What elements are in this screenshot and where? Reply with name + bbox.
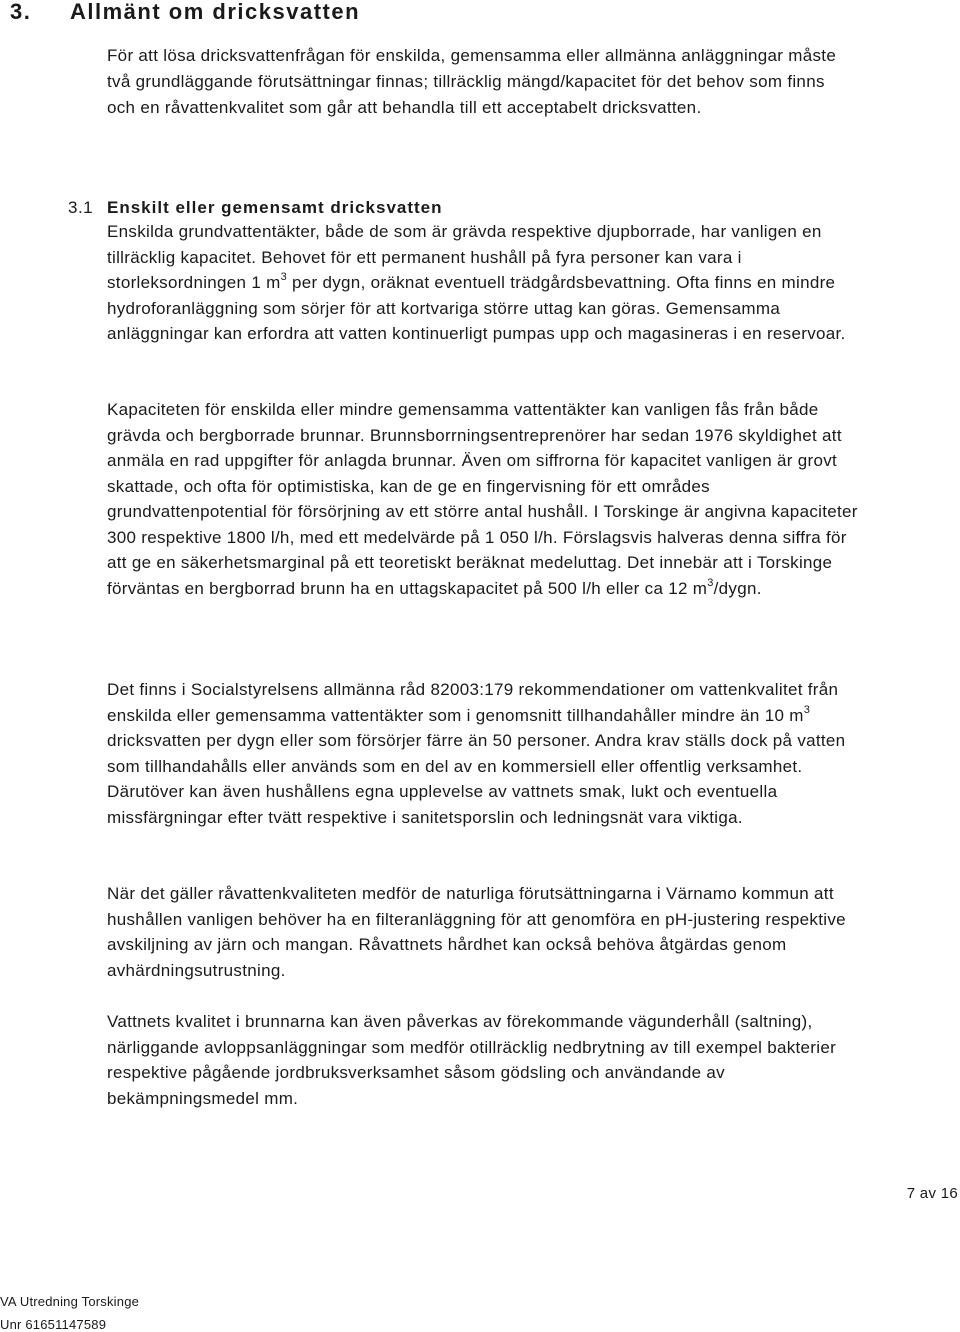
section-title: Allmänt om dricksvatten [70, 0, 361, 24]
subsection-title: Enskilt eller gemensamt dricksvatten [107, 198, 443, 217]
paragraph-1 [107, 219, 867, 347]
paragraph-4-text: När det gäller råvattenkvaliteten medför de naturliga förutsättningarna i Värnamo kommun att hushållen vanligen behöver ha en filteranläggning för att genomföra en pH-justering respektive avskiljning av järn och mangan. Råvattnets hårdhet kan också behöva åtgärdas genom avhärdningsutrustning. [107, 884, 846, 980]
page-number: 7 av 16 [906, 1185, 958, 1202]
footer-document-title: VA Utredning Torskinge [0, 1294, 140, 1309]
superscript: 3 [707, 576, 714, 589]
section-intro: För att lösa dricksvattenfrågan för enskilda, gemensamma eller allmänna anläggningar måste två grundläggande förutsättningar finnas; tillräcklig mängd/kapacitet för det behov som finns och en råvattenkvalitet som går att behandla till ett acceptabelt dricksvatten. [107, 46, 837, 117]
section-number: 3. [10, 0, 32, 24]
paragraph-4 [107, 881, 867, 983]
paragraph-5-text: Vattnets kvalitet i brunnarna kan även påverkas av förekommande vägunderhåll (saltning), närliggande avloppsanläggningar som medför otillräcklig nedbrytning av till exempel bakterier respektive pågående jordbruksverksamhet såsom gödsling och användande av bekämpningsmedel mm. [107, 1012, 837, 1108]
paragraph-5 [107, 1009, 867, 1111]
paragraph-3 [107, 677, 867, 830]
paragraph-3-text-b: dricksvatten per dygn eller som försörjer färre än 50 personer. Andra krav ställs dock på vatten som tillhandahålls eller används som en del av en kommersiell eller offentlig verksamhet. Därutöver kan även hushållens egna upplevelse av vattnets smak, lukt och eventuella missfärgningar efter tvätt respektive i sanitetsporslin och ledningsnät vara viktiga. [107, 731, 846, 827]
paragraph-2-text-a: Kapaciteten för enskilda eller mindre gemensamma vattentäkter kan vanligen fås från både grävda och bergborrade brunnar. Brunnsborrningsentreprenörer har sedan 1976 skyldighet att anmäla en rad uppgifter för anlagda brunnar. Även om siffrorna för kapacitet vanligen är grovt skattade, och ofta för optimistiska, kan de ge en fingervisning för ett områdes grundvattenpotential för försörjning av ett större antal hushåll. I Torskinge är angivna kapaciteter 300 respektive 1800 l/h, med ett medelvärde på 1 050 l/h. Förslagsvis halveras denna siffra för att ge en säkerhetsmarginal på ett teoretiskt beräknat medeluttag. Det innebär att i Torskinge förväntas en bergborrad brunn ha en uttagskapacitet på 500 l/h eller ca 12 m [107, 400, 858, 598]
paragraph-2-text-b: /dygn. [713, 578, 762, 598]
paragraph-3-text-a: Det finns i Socialstyrelsens allmänna råd 82003:179 rekommendationer om vattenkvalitet från enskilda eller gemensamma vattentäkter som i genomsnitt tillhandahåller mindre än 10 m [107, 680, 839, 725]
superscript: 3 [803, 703, 811, 716]
subsection-heading [0, 196, 443, 220]
superscript: 3 [280, 271, 287, 283]
section-heading [0, 0, 360, 24]
paragraph-1-text-a: Enskilda grundvattentäkter, både de som är grävda respektive djupborrade, har vanligen en tillräcklig kapacitet. Behovet för ett permanent hushåll på fyra personer kan vara i storleksordningen 1 m [107, 222, 822, 292]
paragraph-2 [107, 397, 867, 601]
paragraph-1-text-b: per dygn, oräknat eventuell trädgårdsbevattning. Ofta finns en mindre hydroforanläggning som sörjer för att kortvariga större uttag kan göras. Gemensamma anläggningar kan erfordra att vatten kontinuerligt pumpas upp och magasineras i en reservoar. [107, 273, 846, 343]
footer-document-number: Unr 61651147589 [0, 1317, 107, 1332]
subsection-number: 3.1 [68, 198, 94, 217]
